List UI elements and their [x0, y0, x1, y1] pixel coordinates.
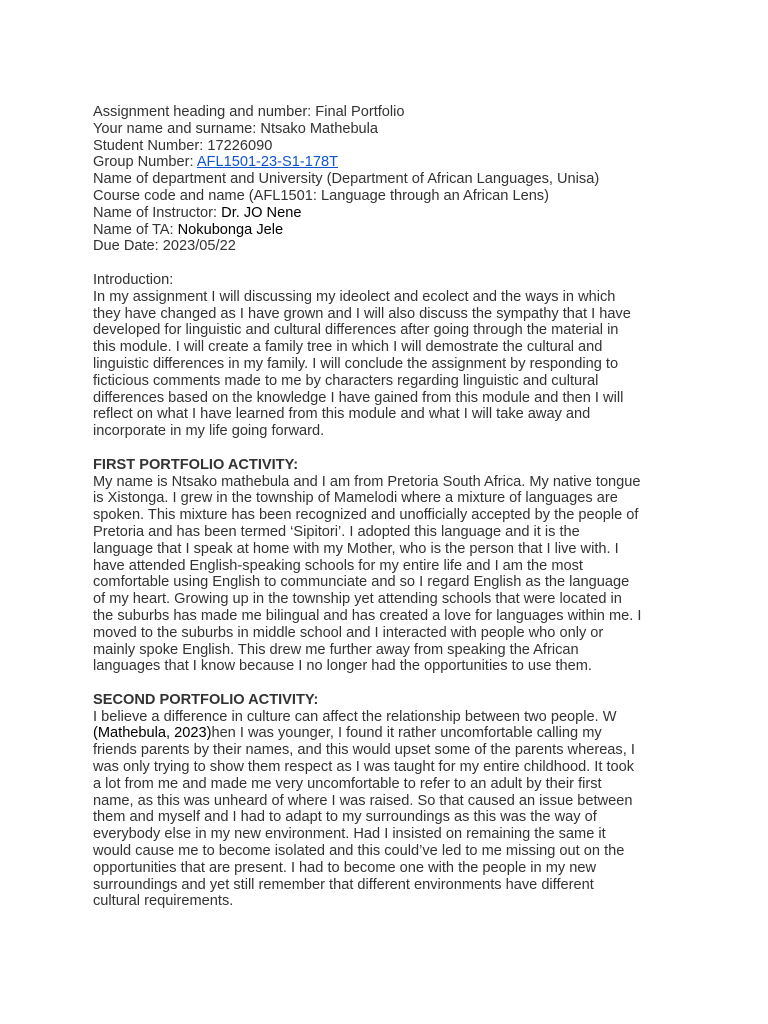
first-activity-line: the suburbs has made me bilingual and has created a love for languages within me. I	[93, 607, 642, 624]
spacer	[93, 675, 683, 692]
first-activity-line: of my heart. Growing up in the township yet attending schools that were located in	[93, 591, 622, 608]
introduction-line: linguistic differences in my family. I will conclude the assignment by responding to	[93, 355, 619, 372]
first-activity-section	[93, 457, 683, 675]
first-activity-line: moved to the suburbs in middle school and I interacted with people who only or	[93, 624, 604, 641]
assignment-heading-line	[93, 104, 683, 121]
second-activity-line: was only trying to show them respect as I was taught for my entire childhood. It took	[93, 759, 635, 776]
group-number-line	[93, 154, 683, 171]
second-activity-line: a lot from me and made me very uncomfortable to refer to an adult by their first	[93, 775, 602, 792]
ta-value: Nokubonga Jele	[177, 221, 284, 238]
instructor-line	[93, 205, 683, 222]
group-number-label: Group Number:	[93, 154, 197, 171]
due-date-label: Due Date:	[93, 238, 163, 255]
due-date-line	[93, 238, 683, 255]
introduction-line: reflect on what I have learned from this module and what I will take away and	[93, 406, 591, 423]
first-activity-line: Pretoria and has been termed ‘Sipitori’. I adopted this language and it is the	[93, 523, 580, 540]
introduction-section	[93, 272, 683, 440]
second-activity-line: cultural requirements.	[93, 893, 234, 910]
second-activity-line: surroundings and yet still remember that different environments have different	[93, 876, 594, 893]
ta-label: Name of TA:	[93, 221, 178, 238]
assignment-label: Assignment heading and number:	[93, 104, 316, 120]
first-activity-line: languages that I know because I no longer had the opportunities to use them.	[93, 658, 592, 675]
second-activity-line: name, as this was unheard of where I was raised. So that caused an issue between	[93, 792, 633, 809]
cover-details	[93, 104, 683, 255]
citation-continuation: hen I was younger, I found it rather uncomfortable calling my	[211, 725, 602, 742]
instructor-label: Name of Instructor:	[93, 204, 222, 221]
spacer	[93, 255, 683, 272]
first-activity-line: My name is Ntsako mathebula and I am from Pretoria South Africa. My native tongue	[93, 473, 641, 490]
second-activity-heading: SECOND PORTFOLIO ACTIVITY:	[93, 691, 319, 708]
introduction-line: this module. I will create a family tree in which I will demostrate the cultural and	[93, 339, 603, 356]
instructor-value: Dr. JO Nene	[221, 204, 302, 221]
second-activity-line: them and myself and I had to adapt to my surroundings as this was the way of	[93, 809, 597, 826]
introduction-line: developed for linguistic and cultural differences after going through the material in	[93, 322, 619, 339]
spacer	[93, 440, 683, 457]
first-activity-line: have attended English-speaking schools for my entire life and I am the most	[93, 557, 583, 574]
second-activity-section	[93, 692, 683, 910]
course-value: (AFL1501: Language through an African Lens)	[248, 187, 549, 204]
second-activity-citation-line	[93, 725, 683, 742]
introduction-line: they have changed as I have grown and I will also discuss the sympathy that I have	[93, 305, 631, 322]
student-number-value: 17226090	[207, 137, 273, 154]
course-line	[93, 188, 683, 205]
introduction-line: In my assignment I will discussing my ideolect and ecolect and the ways in which	[93, 288, 616, 305]
second-activity-line: I believe a difference in culture can affect the relationship between two people. W	[93, 708, 617, 725]
document-page	[93, 104, 683, 910]
second-activity-line: friends parents by their names, and this would upset some of the parents whereas, I	[93, 742, 635, 759]
student-name-line	[93, 121, 683, 138]
citation: (Mathebula, 2023)	[93, 725, 212, 742]
due-date-value: 2023/05/22	[162, 238, 236, 255]
introduction-line: incorporate in my life going forward.	[93, 423, 325, 440]
second-activity-line: opportunities that are present. I had to become one with the people in my new	[93, 859, 596, 876]
assignment-value: Final Portfolio	[315, 104, 405, 120]
department-value: (Department of African Languages, Unisa)	[326, 171, 600, 188]
department-line	[93, 171, 683, 188]
ta-line	[93, 222, 683, 239]
introduction-line: differences based on the knowledge I have gained from this module and then I will	[93, 389, 624, 406]
first-activity-line: spoken. This mixture has been recognized and unofficially accepted by the people of	[93, 507, 639, 524]
first-activity-line: comfortable using English to communciate and so I regard English as the language	[93, 574, 630, 591]
second-activity-line: would cause me to become isolated and this could’ve led to me missing out on the	[93, 843, 625, 860]
group-number-link[interactable]: AFL1501-23-S1-178T	[196, 154, 338, 171]
department-label: Name of department and University	[93, 171, 327, 188]
first-activity-heading: FIRST PORTFOLIO ACTIVITY:	[93, 456, 299, 473]
course-label: Course code and name	[93, 187, 249, 204]
second-activity-line: everybody else in my new environment. Had I insisted on remaining the same it	[93, 826, 606, 843]
name-label: Your name and surname:	[93, 120, 261, 137]
first-activity-line: is Xistonga. I grew in the township of Mamelodi where a mixture of languages are	[93, 490, 618, 507]
introduction-line: ficticious comments made to me by characters regarding linguistic and cultural	[93, 372, 599, 389]
first-activity-line: language that I speak at home with my Mother, who is the person that I live with. I	[93, 540, 619, 557]
name-value: Ntsako Mathebula	[260, 120, 379, 137]
introduction-heading: Introduction:	[93, 271, 174, 288]
student-number-line	[93, 138, 683, 155]
first-activity-line: mainly spoke English. This drew me further away from speaking the African	[93, 641, 579, 658]
student-number-label: Student Number:	[93, 137, 208, 154]
